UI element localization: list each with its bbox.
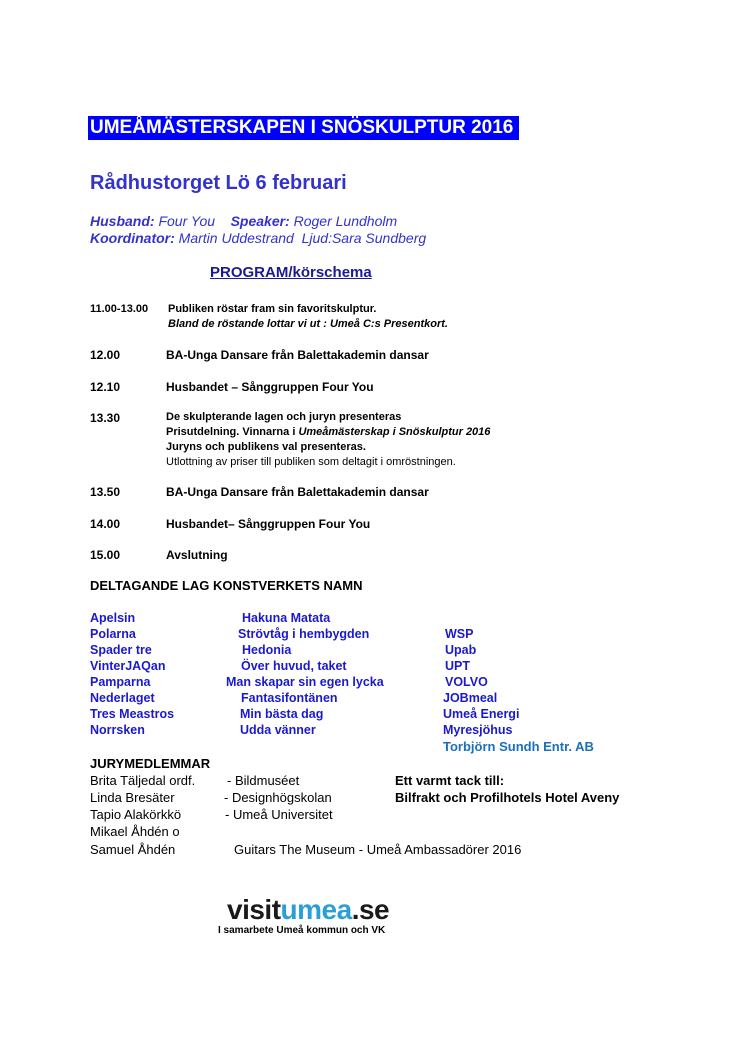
program-time: 12.10 <box>90 380 121 394</box>
team-name: Tres Meastros <box>90 707 175 721</box>
jury-member-org: - Umeå Universitet <box>225 807 333 822</box>
jury-member-name: Tapio Alakörkkö <box>90 807 182 822</box>
program-text: BA-Unga Dansare från Balettakademin dansar <box>166 348 429 362</box>
credits-line-1 <box>90 213 397 229</box>
page-title: UMEÅMÄSTERSKAPEN I SNÖSKULPTUR 2016 <box>88 116 519 140</box>
team-name: Pamparna <box>90 675 151 689</box>
program-time: 12.00 <box>90 348 121 362</box>
sponsor-name: UPT <box>445 659 470 673</box>
program-time: 11.00-13.00 <box>90 303 149 315</box>
team-name: Norrsken <box>90 723 145 737</box>
speaker-value: Roger Lundholm <box>289 213 398 229</box>
thanks-value: Bilfrakt och Profilhotels Hotel Aveny <box>395 790 620 805</box>
sponsor-name: VOLVO <box>445 675 488 689</box>
sponsor-name: Umeå Energi <box>443 707 520 721</box>
program-text: Husbandet – Sånggruppen Four You <box>166 380 374 394</box>
program-heading: PROGRAM/körschema <box>210 264 372 281</box>
program-text: Publiken röstar fram sin favoritskulptur. <box>168 303 377 315</box>
artwork-name: Fantasifontänen <box>241 691 338 705</box>
husband-label: Husband: <box>90 213 155 229</box>
program-time: 15.00 <box>90 548 121 562</box>
logo-part: visit <box>227 894 281 925</box>
sponsor-name-extra: Torbjörn Sundh Entr. AB <box>443 739 594 754</box>
team-name: VinterJAQan <box>90 659 166 673</box>
visitumea-logo <box>227 894 389 926</box>
program-text: Avslutning <box>166 548 228 562</box>
jury-member-name: Brita Täljedal ordf. <box>90 773 196 788</box>
artwork-name: Udda vänner <box>240 723 316 737</box>
event-location-date: Rådhustorget Lö 6 februari <box>90 172 347 194</box>
jury-member-org: Guitars The Museum - Umeå Ambassadörer 2016 <box>234 842 522 857</box>
thanks-label: Ett varmt tack till: <box>395 773 505 788</box>
koordinator-value: Martin Uddestrand <box>174 230 294 246</box>
husband-value: Four You <box>154 213 216 229</box>
program-time: 13.30 <box>90 411 121 425</box>
sponsor-name: WSP <box>445 627 474 641</box>
artwork-name: Strövtåg i hembygden <box>238 627 370 641</box>
artwork-name: Man skapar sin egen lycka <box>226 675 384 689</box>
artwork-name: Min bästa dag <box>240 707 324 721</box>
jury-member-name: Samuel Åhdén <box>90 842 176 857</box>
team-name: Spader tre <box>90 643 152 657</box>
program-text: De skulpterande lagen och juryn presenteras <box>166 411 402 423</box>
sponsor-name: JOBmeal <box>443 691 498 705</box>
program-text: BA-Unga Dansare från Balettakademin dansar <box>166 485 429 499</box>
team-name: Polarna <box>90 627 136 641</box>
team-name: Nederlaget <box>90 691 155 705</box>
sponsor-name: Myresjöhus <box>443 723 513 737</box>
sponsor-name: Upab <box>445 643 477 657</box>
jury-member-org: - Designhögskolan <box>224 790 332 805</box>
jury-member-name: Mikael Åhdén o <box>90 824 180 839</box>
logo-part: umea <box>280 894 352 925</box>
team-name: Apelsin <box>90 611 136 625</box>
jury-member-org: - Bildmuséet <box>227 773 300 788</box>
program-text: Husbandet– Sånggruppen Four You <box>166 517 371 531</box>
program-text: Juryns och publikens val presenteras. <box>166 441 366 453</box>
program-text-part: Prisutdelning. Vinnarna i <box>166 426 299 438</box>
program-text <box>166 426 490 438</box>
logo-subtitle: I samarbete Umeå kommun och VK <box>218 925 386 936</box>
program-text-part: Umeåmästerskap i Snöskulptur 2016 <box>298 426 491 438</box>
jury-member-name: Linda Bresäter <box>90 790 175 805</box>
jury-heading: JURYMEDLEMMAR <box>90 756 211 771</box>
speaker-label: Speaker: <box>230 213 290 229</box>
artwork-name: Hakuna Matata <box>242 611 331 625</box>
program-time: 13.50 <box>90 485 121 499</box>
koordinator-label: Koordinator: <box>90 230 175 246</box>
artwork-name: Över huvud, taket <box>241 659 347 673</box>
teams-heading: DELTAGANDE LAG KONSTVERKETS NAMN <box>90 578 363 593</box>
program-time: 14.00 <box>90 517 121 531</box>
program-text: Bland de röstande lottar vi ut : Umeå C:s Presentkort. <box>168 318 448 330</box>
credits-line-2 <box>90 230 426 246</box>
program-text: Utlottning av priser till publiken som deltagit i omröstningen. <box>166 456 456 468</box>
ljud-value: Ljud:Sara Sundberg <box>301 230 427 246</box>
logo-part: .se <box>351 894 390 925</box>
artwork-name: Hedonia <box>242 643 292 657</box>
